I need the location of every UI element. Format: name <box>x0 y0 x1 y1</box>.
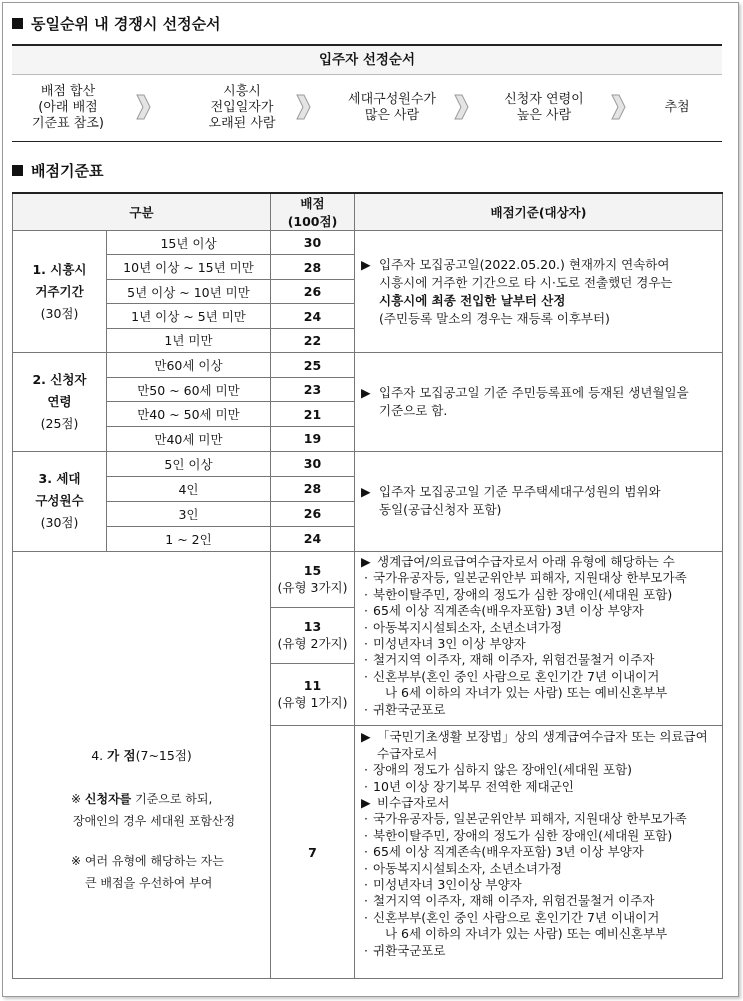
note-mark: ※ <box>71 791 82 806</box>
bonus-note-1 <box>13 788 270 810</box>
category-household-line-2: 구성원수 <box>35 493 84 509</box>
row-points: 19 <box>271 427 355 452</box>
criteria-household <box>355 451 723 551</box>
row-label: 5인 이상 <box>107 451 271 476</box>
bonus-tier-13 <box>271 608 355 664</box>
category-age-line-2: 연령 <box>47 393 72 409</box>
order-step-4-line-2: 높은 사람 <box>516 108 572 123</box>
bonus-tier-points: 11 <box>303 678 322 694</box>
order-step-1-line-2: (아래 배점 <box>38 100 98 115</box>
bonus-tier-types: (유형 2가지) <box>277 636 348 652</box>
bonus-title-num: 4. <box>91 747 104 763</box>
bonus-tier-15 <box>271 551 355 607</box>
crit-c-item: · 아동복지시설퇴소자, 소년소녀가정 <box>361 861 716 877</box>
crit-a-item: · 국가유공자등, 일본군위안부 피해자, 지원대상 한부모가족 <box>361 570 716 586</box>
order-step-1-line-1: 배점 합산 <box>40 84 96 99</box>
category-household-line-1: 3. 세대 <box>38 471 81 487</box>
note-bold: 신청자를 <box>84 791 132 806</box>
row-points: 24 <box>271 304 355 328</box>
crit-a-item: · 65세 이상 직계존속(배우자포함) 3년 이상 부양자 <box>361 603 716 619</box>
crit-c-item: · 귀환국군포로 <box>361 943 716 959</box>
bonus-title-main: 가 점 <box>107 747 136 763</box>
row-label: 5년 이상 ~ 10년 미만 <box>107 279 271 303</box>
criteria-residence-line-1: 입주자 모집공고일(2022.05.20.) 현재까지 연속하여 <box>379 256 670 272</box>
scoring-table <box>12 192 723 979</box>
category-age-line-1: 2. 신청자 <box>32 371 87 387</box>
chevron-right-icon <box>295 93 311 121</box>
criteria-age-line-2: 기준으로 함. <box>379 402 448 418</box>
bonus-note-4: 큰 배점을 우선하여 부여 <box>85 875 213 890</box>
bonus-tier-types: (유형 1가지) <box>277 695 348 711</box>
crit-a-item: · 미성년자녀 3인 이상 부양자 <box>361 636 716 652</box>
row-label: 4인 <box>107 476 271 501</box>
bonus-tier-11 <box>271 664 355 726</box>
row-label: 1 ~ 2인 <box>107 526 271 551</box>
crit-c-item: · 북한이탈주민, 장애의 정도가 심한 장애인(세대원 포함) <box>361 828 716 844</box>
chevron-right-icon <box>135 93 151 121</box>
row-points: 22 <box>271 328 355 352</box>
note-text: 기준으로 하되, <box>135 791 213 806</box>
crit-c-item: · 철거지역 이주자, 재해 이주자, 위험건물철거 이주자 <box>361 893 716 909</box>
triangle-bullet-icon: ▶ <box>361 729 371 745</box>
square-bullet-icon <box>12 165 23 176</box>
category-residence-total: (30점) <box>40 305 79 321</box>
category-residence-line-2: 거주기간 <box>35 283 84 299</box>
square-bullet-icon <box>12 18 23 29</box>
category-bonus <box>13 551 271 978</box>
category-age <box>13 353 107 452</box>
row-points: 21 <box>271 402 355 427</box>
chevron-right-icon <box>453 93 469 121</box>
criteria-household-line-2: 동일(공급신청자 포함) <box>379 502 502 518</box>
header-category: 구분 <box>13 193 271 231</box>
category-residence <box>13 231 107 353</box>
row-label: 1년 미만 <box>107 328 271 352</box>
crit-c-head: 비수급자로서 <box>377 794 450 810</box>
crit-a-item: · 북한이탈주민, 장애의 정도가 심한 장애인(세대원 포함) <box>361 587 716 603</box>
section-heading-score <box>12 160 103 181</box>
bonus-title-range: (7~15점) <box>135 747 192 763</box>
row-label: 만40세 미만 <box>107 427 271 452</box>
triangle-bullet-icon: ▶ <box>361 794 371 810</box>
order-step-3-line-2: 많은 사람 <box>364 108 420 123</box>
crit-a-item: · 신혼부부(혼인 중인 사람으로 혼인기간 7년 이내이거 <box>361 669 716 685</box>
criteria-bonus-others <box>355 726 723 979</box>
triangle-bullet-icon: ▶ <box>361 484 371 500</box>
row-points: 26 <box>271 279 355 303</box>
selection-order-table <box>12 44 722 142</box>
category-age-total: (25점) <box>40 415 79 431</box>
order-step-5 <box>632 75 722 141</box>
order-step-1 <box>12 75 124 141</box>
bonus-title <box>13 746 270 764</box>
row-label: 만60세 이상 <box>107 353 271 378</box>
bonus-tier-types: (유형 3가지) <box>277 580 348 595</box>
row-label: 10년 이상 ~ 15년 미만 <box>107 255 271 279</box>
category-household-total: (30점) <box>40 515 79 531</box>
category-residence-line-1: 1. 시흥시 <box>32 261 87 277</box>
criteria-age-line-1: 입주자 모집공고일 기준 주민등록표에 등재된 생년월일을 <box>379 384 689 400</box>
criteria-bonus-recipients <box>355 551 723 725</box>
triangle-bullet-icon: ▶ <box>361 553 371 569</box>
criteria-residence <box>355 231 723 353</box>
row-points: 28 <box>271 255 355 279</box>
crit-a-item: · 아동복지시설퇴소자, 소년소녀가정 <box>361 620 716 636</box>
row-points: 30 <box>271 451 355 476</box>
triangle-bullet-icon: ▶ <box>361 256 371 272</box>
crit-c-item-continuation: 나 6세 이하의 자녀가 있는 사람) 또는 예비신혼부부 <box>385 926 668 942</box>
crit-b-item: · 장애의 정도가 심하지 않은 장애인(세대원 포함) <box>361 762 716 778</box>
selection-order-title: 입주자 선정순서 <box>12 46 722 75</box>
order-step-3-line-1: 세대구성원수가 <box>348 92 436 107</box>
crit-b-item: · 10년 이상 장기복무 전역한 제대군인 <box>361 779 716 795</box>
header-criteria: 배점기준(대상자) <box>355 193 723 231</box>
order-step-2-line-1: 시흥시 <box>223 84 261 99</box>
chevron-right-icon <box>610 93 626 121</box>
crit-c-item: · 미성년자녀 3인이상 부양자 <box>361 877 716 893</box>
selection-order-steps <box>12 75 722 141</box>
category-household <box>13 451 107 551</box>
header-points-line-1: 배점 <box>300 196 325 211</box>
row-points: 25 <box>271 353 355 378</box>
row-label: 3인 <box>107 501 271 526</box>
triangle-bullet-icon: ▶ <box>361 384 371 400</box>
row-label: 만50 ~ 60세 미만 <box>107 377 271 402</box>
crit-c-item: · 신혼부부(혼인 중인 사람으로 혼인기간 7년 이내이거 <box>361 910 716 926</box>
crit-b-head-line-2: 수급자로서 <box>377 745 438 761</box>
order-step-4 <box>474 75 614 141</box>
row-label: 1년 이상 ~ 5년 미만 <box>107 304 271 328</box>
header-points-line-2: (100점) <box>287 214 338 229</box>
row-points: 30 <box>271 231 355 255</box>
row-points: 24 <box>271 526 355 551</box>
order-step-5-line-1: 추첨 <box>664 100 690 115</box>
row-points: 26 <box>271 501 355 526</box>
crit-a-head: 생계급여/의료급여수급자로서 아래 유형에 해당하는 수 <box>377 553 675 569</box>
row-label: 15년 이상 <box>107 231 271 255</box>
bonus-note-2: 장애인의 경우 세대원 포함산정 <box>73 813 236 828</box>
criteria-age <box>355 353 723 452</box>
section-heading-score-text: 배점기준표 <box>31 162 104 180</box>
bonus-note-3: ※ 여러 유형에 해당하는 자는 <box>71 853 224 868</box>
order-step-2-line-2: 전입일자가 <box>210 100 274 115</box>
crit-b-head-line-1: 「국민기초생활 보장법」상의 생계급여수급자 또는 의료급여 <box>377 729 708 745</box>
bonus-tier-points: 15 <box>303 563 322 578</box>
row-points: 23 <box>271 377 355 402</box>
bonus-tier-7: 7 <box>271 726 355 979</box>
crit-a-item: · 귀환국군포로 <box>361 702 716 718</box>
order-step-4-line-1: 신청자 연령이 <box>504 92 584 107</box>
crit-c-item: · 65세 이상 직계존속(배우자포함) 3년 이상 부양자 <box>361 844 716 860</box>
crit-a-item-continuation: 나 6세 이하의 자녀가 있는 사람) 또는 예비신혼부부 <box>385 685 668 701</box>
bonus-tier-points: 13 <box>303 619 322 635</box>
criteria-residence-line-3: 시흥시에 최종 전입한 날부터 산정 <box>379 292 566 308</box>
criteria-residence-line-4: (주민등록 말소의 경우는 재등록 이후부터) <box>379 310 610 326</box>
row-points: 28 <box>271 476 355 501</box>
crit-a-item: · 철거지역 이주자, 재해 이주자, 위험건물철거 이주자 <box>361 652 716 668</box>
criteria-household-line-1: 입주자 모집공고일 기준 무주택세대구성원의 범위와 <box>379 484 661 500</box>
criteria-residence-line-2: 시흥시에 거주한 기간으로 타 시·도로 전출했던 경우는 <box>379 274 673 290</box>
crit-c-item: · 국가유공자등, 일본군위안부 피해자, 지원대상 한부모가족 <box>361 811 716 827</box>
row-label: 만40 ~ 50세 미만 <box>107 402 271 427</box>
order-step-1-line-3: 기준표 참조) <box>32 116 104 131</box>
order-step-2-line-3: 오래된 사람 <box>208 116 276 131</box>
header-points <box>271 193 355 231</box>
section-heading-order-text: 동일순위 내 경쟁시 선정순서 <box>31 15 221 33</box>
order-step-3 <box>317 75 467 141</box>
section-heading-order <box>12 13 221 34</box>
